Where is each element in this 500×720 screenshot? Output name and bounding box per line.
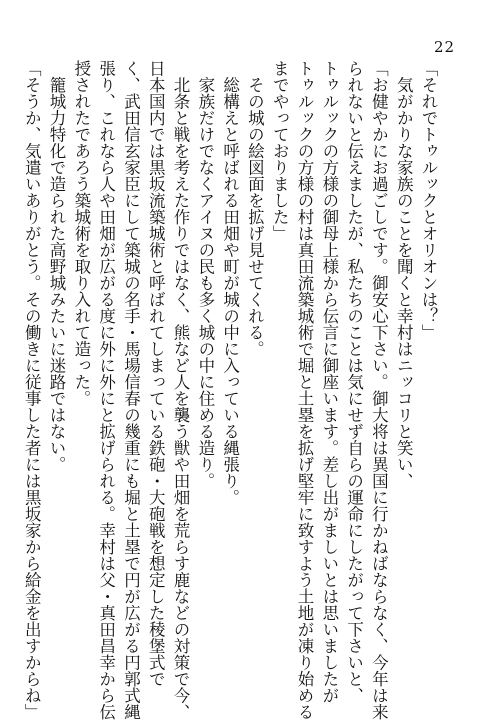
text-line: 「そうか、気遣いありがとう。その働きに従事した者には黒坂家から給金を出すからね」 [22, 60, 42, 720]
body-text [22, 60, 440, 720]
text-line: 「お健やかにお過ごしです。御安心下さい。御大将は異国に行かねばならなく、今年は来 [369, 60, 389, 720]
text-line: 授されたであろう築城術を取り入れて造った。 [71, 60, 91, 407]
text-line: 「それでトゥルックとオリオンは？」 [419, 60, 438, 341]
text-line: 北条と戦を考えた作りではなく、熊など人を襲う獣や田畑を荒らす鹿などの対策で今、 [171, 60, 191, 720]
text-line: までやっておりました」 [270, 60, 290, 242]
text-line: 気がかりな家族のことを聞くと幸村はニッコリと笑い、 [394, 60, 414, 489]
text-line: 籠城力特化で造られた高野城みたいに迷路ではない。 [47, 60, 67, 473]
text-line: 家族だけでなくアイヌの民も多く城の中に住める造り。 [195, 60, 215, 489]
text-line: トゥルックの方様の御母上様から伝言に御座います。差し出がましいとは思いましたが [319, 60, 339, 704]
text-line: く、武田信玄家臣にして築城の名手・馬場信春の幾重にも堀と土塁で円が広がる円郭式縄 [121, 60, 141, 720]
text-line: 日本国内では黒坂流築城術と呼ばれてしまっている鉄砲・大砲戦を想定した稜堡式で [146, 60, 166, 687]
text-line: トゥルックの方様の村は真田流築城術で堀と土塁を拡げ堅牢に致すよう土地が凍り始める [295, 60, 315, 720]
text-line: 総構えと呼ばれる田畑や町が城の中に入っている縄張り。 [220, 60, 240, 506]
text-line: その城の絵図面を拡げ見せてくれる。 [245, 60, 265, 357]
page-number: 22 [434, 38, 456, 56]
text-line: 張り、これなら人や田畑が広がる度に外に外にと拡げられる。幸村は父・真田昌幸から伝 [96, 60, 116, 720]
text-line: られないと伝えましたが、私たちのことは気にせず自らの運命にしたがって下さいと、 [344, 60, 364, 704]
